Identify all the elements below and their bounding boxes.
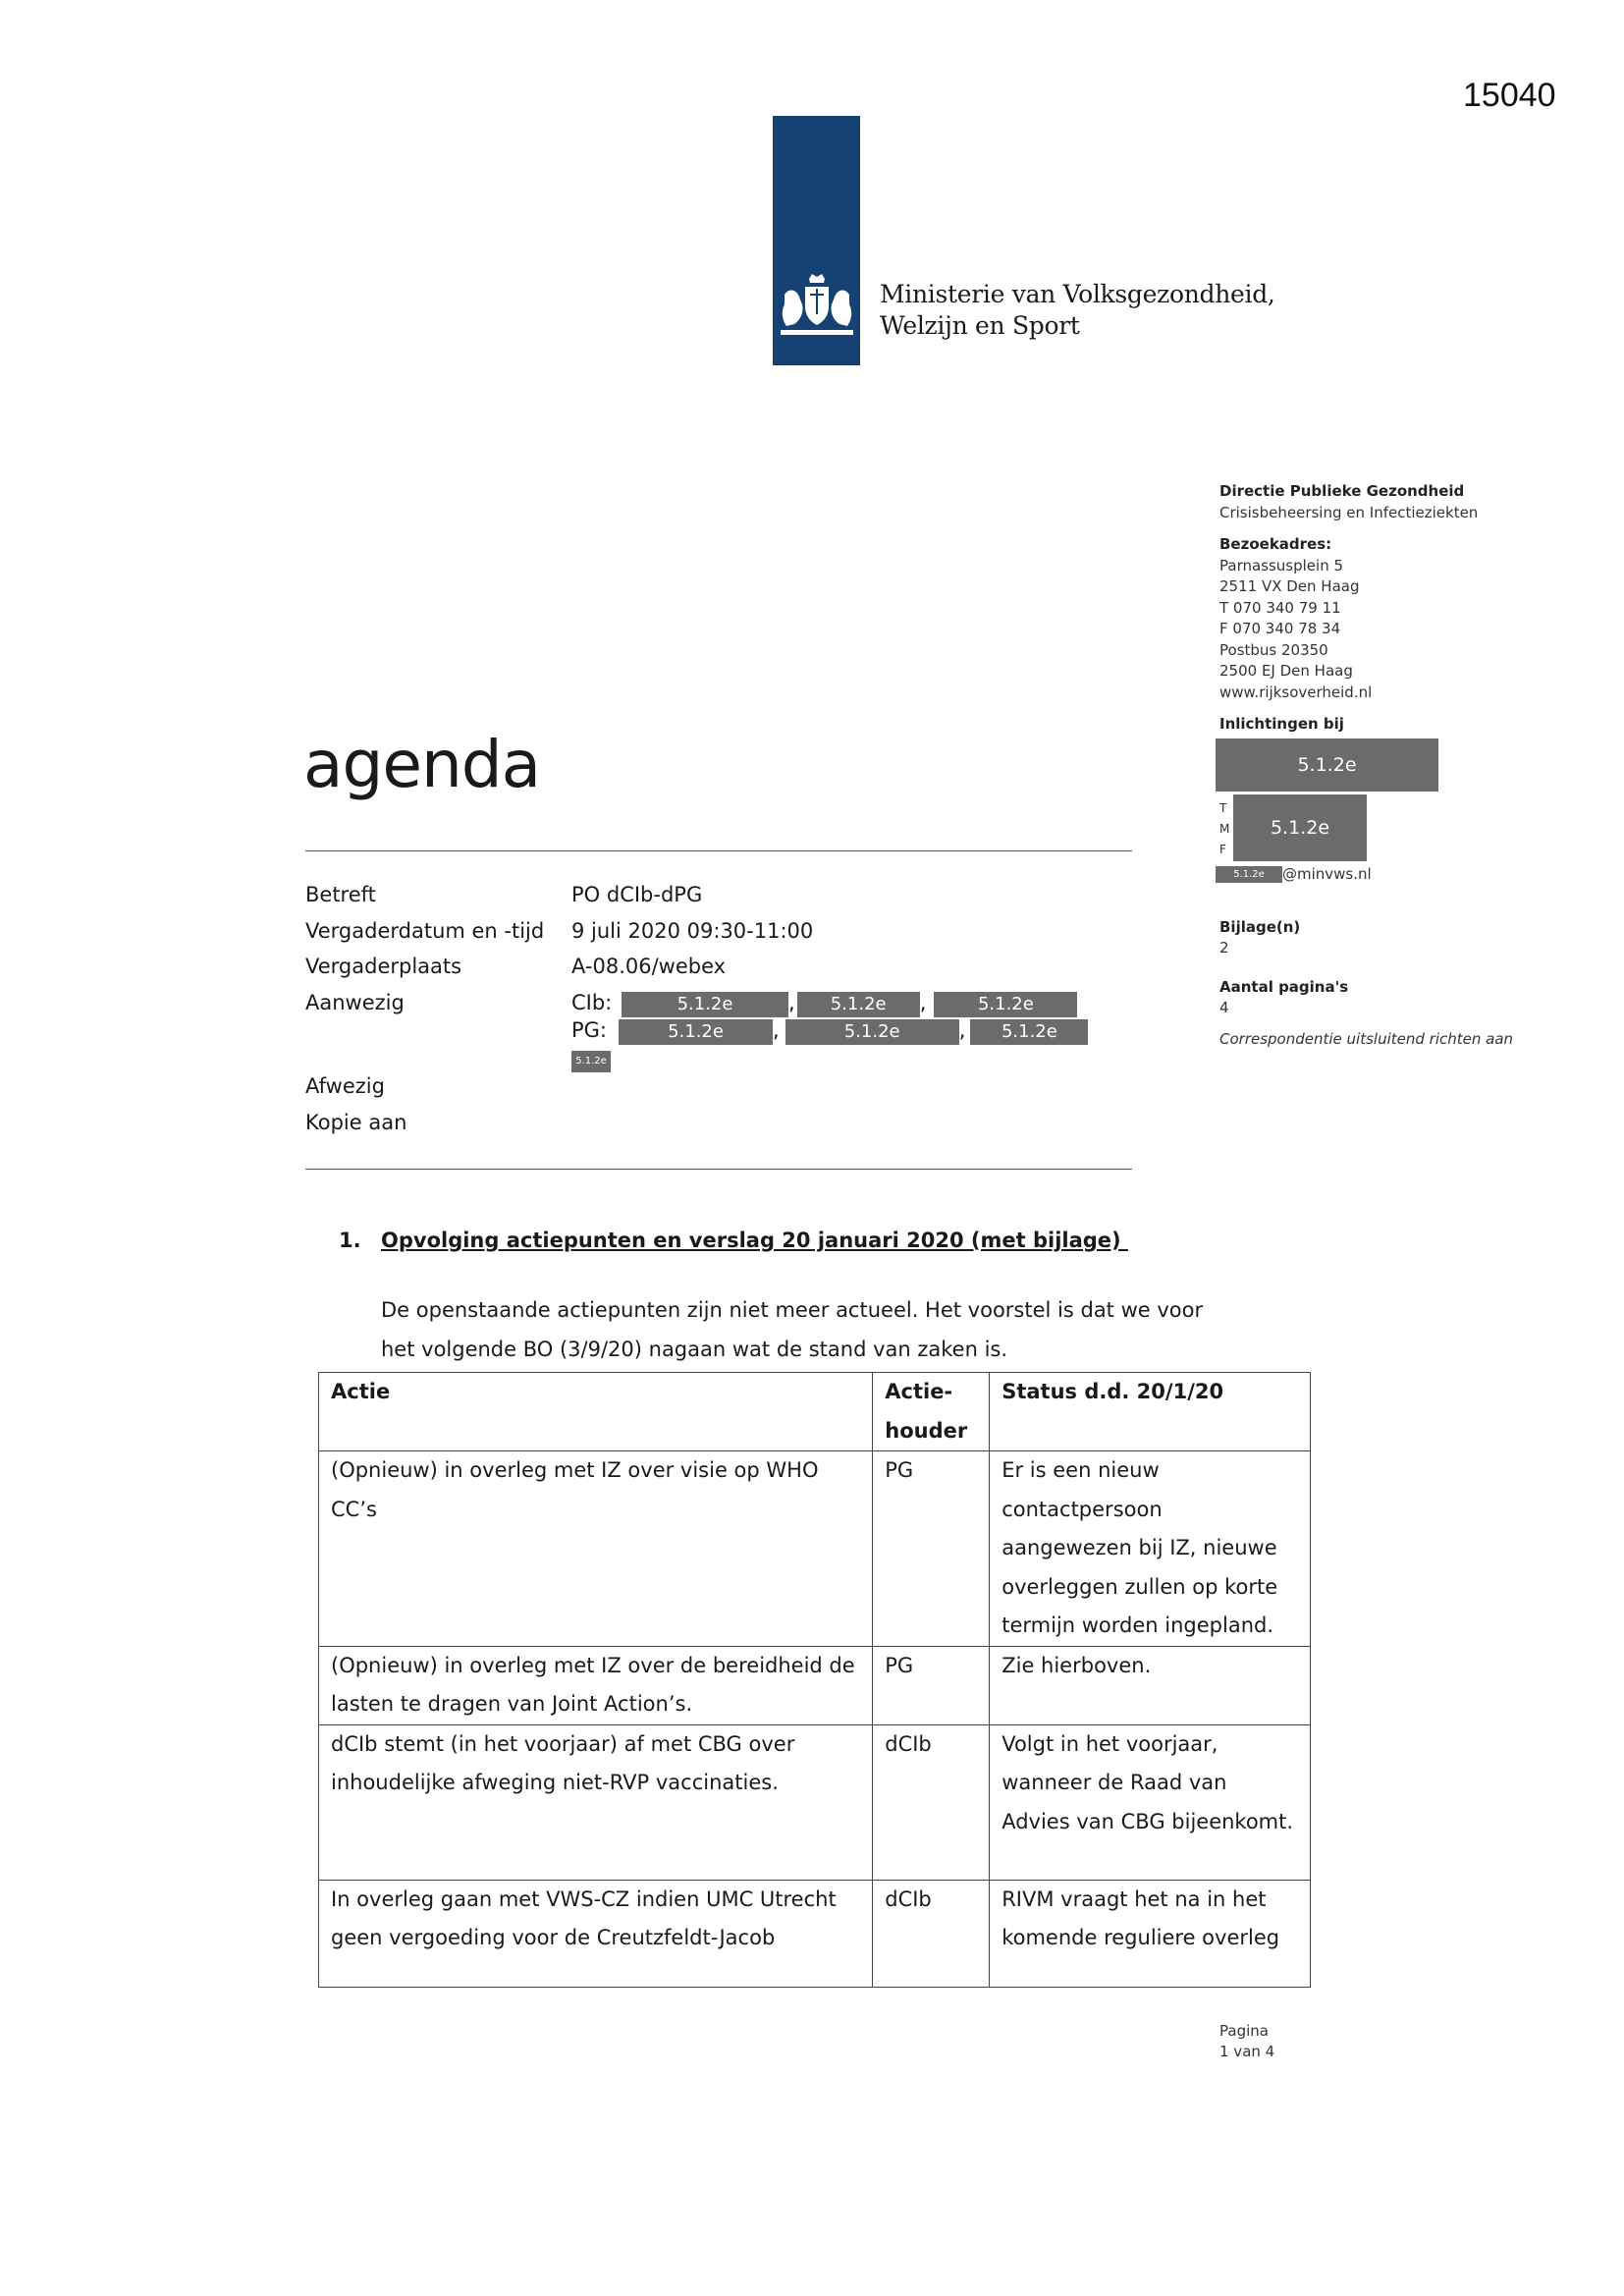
table-cell: (Opnieuw) in overleg met IZ over visie op WHO CC’s (319, 1451, 873, 1647)
sender-details (1219, 481, 1543, 1050)
info-label: Inlichtingen bij (1219, 715, 1344, 733)
address-line: www.rijksoverheid.nl (1219, 683, 1373, 701)
redaction-block: 5.1.2e (1233, 794, 1367, 861)
table-cell: (Opnieuw) in overleg met IZ over de bereidheid de lasten te dragen van Joint Action’s. (319, 1646, 873, 1724)
meta-values (571, 877, 1088, 1068)
table-cell: Er is een nieuw contactpersoon aangewezen bij IZ, nieuwe overleggen zullen op korte termijn worden ingepland. (990, 1451, 1311, 1647)
separator: , (958, 1017, 966, 1042)
attendees-pg (571, 1016, 1088, 1044)
address-line: F 070 340 78 34 (1219, 620, 1341, 637)
pg-label: PG: (571, 1017, 608, 1042)
table-cell: PG (873, 1646, 990, 1724)
column-header: Status d.d. 20/1/20 (990, 1373, 1311, 1451)
page-number: 1 van 4 (1219, 2043, 1275, 2060)
fax-prefix: F (1219, 842, 1226, 856)
page-label: Pagina (1219, 2022, 1269, 2040)
redaction-block: 5.1.2e (970, 1019, 1088, 1045)
column-header: Actie (319, 1373, 873, 1451)
ministry-name: Ministerie van Volksgezondheid, Welzijn en Sport (880, 280, 1275, 340)
table-cell: Volgt in het voorjaar, wanneer de Raad van Advies van CBG bijeenkomt. (990, 1724, 1311, 1880)
coat-of-arms-icon (777, 273, 857, 342)
redaction-block: 5.1.2e (934, 992, 1077, 1017)
meeting-subject: PO dCIb-dPG (571, 883, 703, 906)
column-header: Actie-houder (873, 1373, 990, 1451)
table-cell: dCIb stemt (in het voorjaar) af met CBG over inhoudelijke afweging niet-RVP vaccinaties. (319, 1724, 873, 1880)
page-footer (1219, 2021, 1274, 2062)
meta-label: Kopie aan (305, 1110, 407, 1134)
table-cell: In overleg gaan met VWS-CZ indien UMC Utrecht geen vergoeding voor de Creutzfeldt-Jacob (319, 1880, 873, 1987)
redaction-block: 5.1.2e (1216, 866, 1282, 883)
action-items-table (318, 1372, 1311, 1988)
meeting-location: A-08.06/webex (571, 955, 727, 978)
address-line: Parnassusplein 5 (1219, 556, 1344, 574)
table-cell: PG (873, 1451, 990, 1647)
address-line: 2511 VX Den Haag (1219, 577, 1360, 595)
redaction-block: 5.1.2e (797, 992, 920, 1017)
correspondence-note: Correspondentie uitsluitend richten aan (1219, 1029, 1514, 1048)
document-number: 15040 (1463, 77, 1556, 114)
divider (305, 1169, 1132, 1170)
separator: , (919, 990, 927, 1014)
section-paragraph: De openstaande actiepunten zijn niet meer actueel. Het voorstel is dat we voor het volgende BO (3/9/20) nagaan wat de stand van zaken is. (381, 1298, 1204, 1361)
table-row (319, 1646, 1311, 1724)
table-row (319, 1451, 1311, 1647)
pages-label: Aantal pagina's (1219, 977, 1349, 996)
redaction-block: 5.1.2e (785, 1019, 959, 1045)
table-cell: dCIb (873, 1724, 990, 1880)
meta-label: Afwezig (305, 1074, 385, 1098)
table-row (319, 1724, 1311, 1880)
address-line: 2500 EJ Den Haag (1219, 662, 1353, 680)
table-row (319, 1880, 1311, 1987)
table-cell: dCIb (873, 1880, 990, 1987)
page-title: agenda (303, 727, 541, 802)
redaction-block: 5.1.2e (1216, 738, 1438, 792)
address-line: T 070 340 79 11 (1219, 598, 1341, 617)
department: Crisisbeheersing en Infectieziekten (1219, 503, 1479, 521)
table-cell: Zie hierboven. (990, 1646, 1311, 1724)
meta-label: Betreft (305, 883, 376, 906)
redaction-block: 5.1.2e (622, 992, 788, 1017)
redaction-block: 5.1.2e (619, 1019, 773, 1045)
table-header-row (319, 1373, 1311, 1451)
meta-label: Vergaderplaats (305, 955, 462, 978)
separator: , (773, 1017, 780, 1042)
directorate: Directie Publieke Gezondheid (1219, 482, 1465, 500)
phone-prefix: T (1219, 800, 1227, 815)
attachments-value: 2 (1219, 939, 1229, 957)
redaction-block: 5.1.2e (571, 1051, 611, 1072)
address-line: Postbus 20350 (1219, 640, 1328, 659)
separator: , (788, 990, 795, 1014)
table-cell: RIVM vraagt het na in het komende reguliere overleg (990, 1880, 1311, 1987)
attendees-cib (571, 989, 1088, 1016)
mobile-prefix: M (1219, 821, 1230, 836)
section-title: Opvolging actiepunten en verslag 20 januari 2020 (met bijlage) (381, 1229, 1128, 1252)
meta-labels (305, 877, 544, 1140)
attachments-label: Bijlage(n) (1219, 917, 1301, 936)
meeting-datetime: 9 juli 2020 09:30-11:00 (571, 918, 814, 943)
meta-label: Aanwezig (305, 990, 405, 1014)
pages-value: 4 (1219, 999, 1229, 1016)
divider (305, 850, 1132, 851)
meta-label: Vergaderdatum en -tijd (305, 918, 545, 943)
cib-label: CIb: (571, 990, 613, 1014)
section-number: 1. (339, 1229, 361, 1252)
email-suffix: @minvws.nl (1282, 864, 1372, 883)
visit-address-label: Bezoekadres: (1219, 535, 1332, 553)
